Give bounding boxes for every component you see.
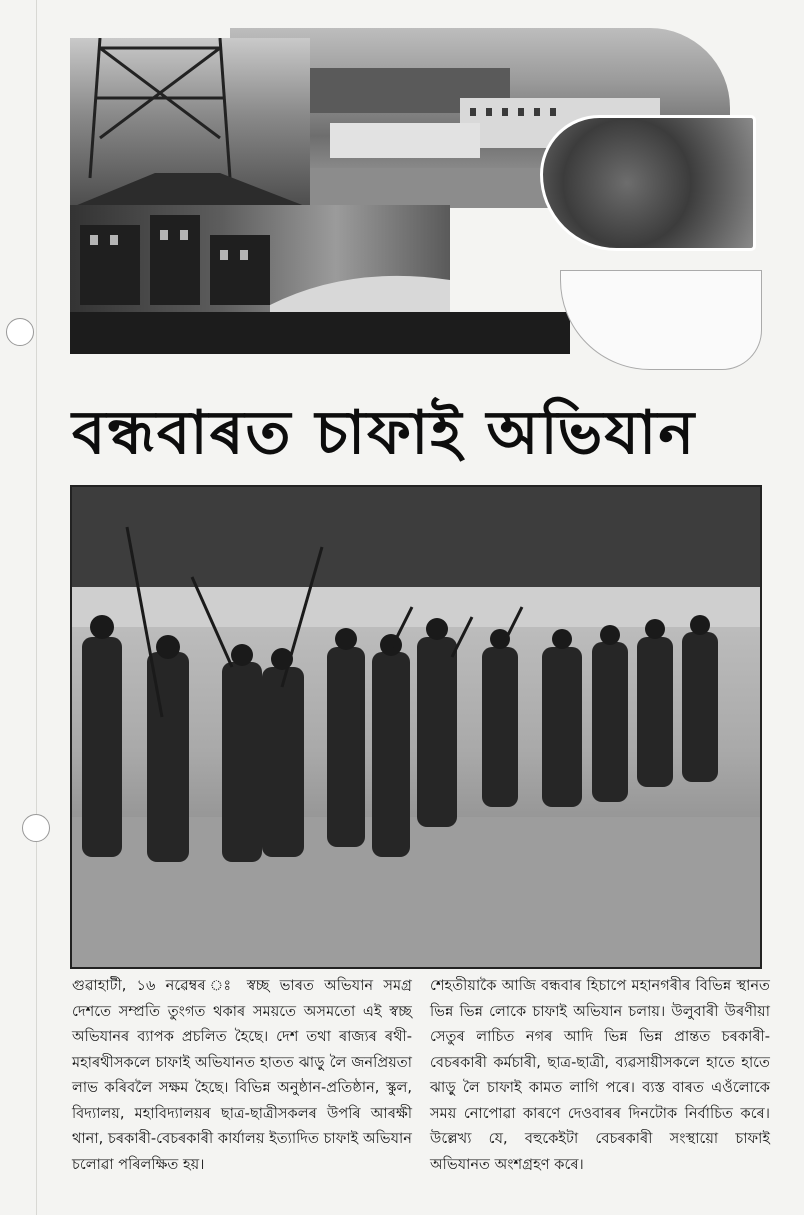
- fold-line: [36, 0, 37, 1215]
- collage-band: [70, 312, 570, 354]
- city-photo: [70, 205, 450, 320]
- photo-collage: [70, 20, 760, 360]
- punch-hole: [22, 814, 50, 842]
- punch-hole: [6, 318, 34, 346]
- trees-photo: [540, 115, 756, 251]
- cleanup-drive-photo: [70, 485, 762, 969]
- article-column-left: গুৱাহাটী, ১৬ নৱেম্বৰ ঃ স্বচ্ছ ভাৰত অভিযান সমগ্ৰ দেশতে সম্প্ৰতি তুংগত থকাৰ সময়তে অসমতো এই স্বচ্ছ অভিযানৰ ব্যাপক প্ৰচলিত হৈছে। দেশ তথা ৰাজ্যৰ ৰথী-মহাৰথীসকলে চাফাই অভিযানত হাতত ঝাড়ু লৈ জনপ্ৰিয়তা লাভ কৰিবলৈ সক্ষম হৈছে। বিভিন্ন অনুষ্ঠান-প্ৰতিষ্ঠান, স্কুল, বিদ্যালয়, মহাবিদ্যালয়ৰ ছাত্ৰ-ছাত্ৰীসকলৰ উপৰি আৰক্ষী থানা, চৰকাৰী-বেচৰকাৰী কাৰ্যালয় ইত্যাদিত চাফাই অভিযান চলোৱা পৰিলক্ষিত হয়।: [72, 977, 413, 1173]
- bridge-photo: [70, 38, 310, 208]
- collage-ornament: [560, 270, 762, 370]
- article-column-right: শেহতীয়াকৈ আজি বন্ধবাৰ হিচাপে মহানগৰীৰ বিভিন্ন স্থানত ভিন্ন ভিন্ন লোকে চাফাই অভিযান চলায়। উলুবাৰী উৰণীয়া সেতুৰ লাচিত নগৰ আদি ভিন্ন ভিন্ন প্ৰান্তত চৰকাৰী-বেচৰকাৰী কৰ্মচাৰী, ছাত্ৰ-ছাত্ৰী, ব্যৱসায়ীসকলে হাতে হাতে ঝাড়ু লৈ চাফাই কামত লাগি পৰে। ব্যস্ত বাৰত এওঁলোকে সময় নোপোৱা কাৰণে দেওবাৰৰ দিনটোক নিৰ্বাচিত কৰে। উল্লেখ্য যে, বহুকেইটা বেচৰকাৰী সংস্থায়ো চাফাই অভিযানত অংশগ্ৰহণ কৰে।: [430, 977, 770, 1173]
- headline: বন্ধবাৰত চাফাই অভিযান: [72, 398, 697, 468]
